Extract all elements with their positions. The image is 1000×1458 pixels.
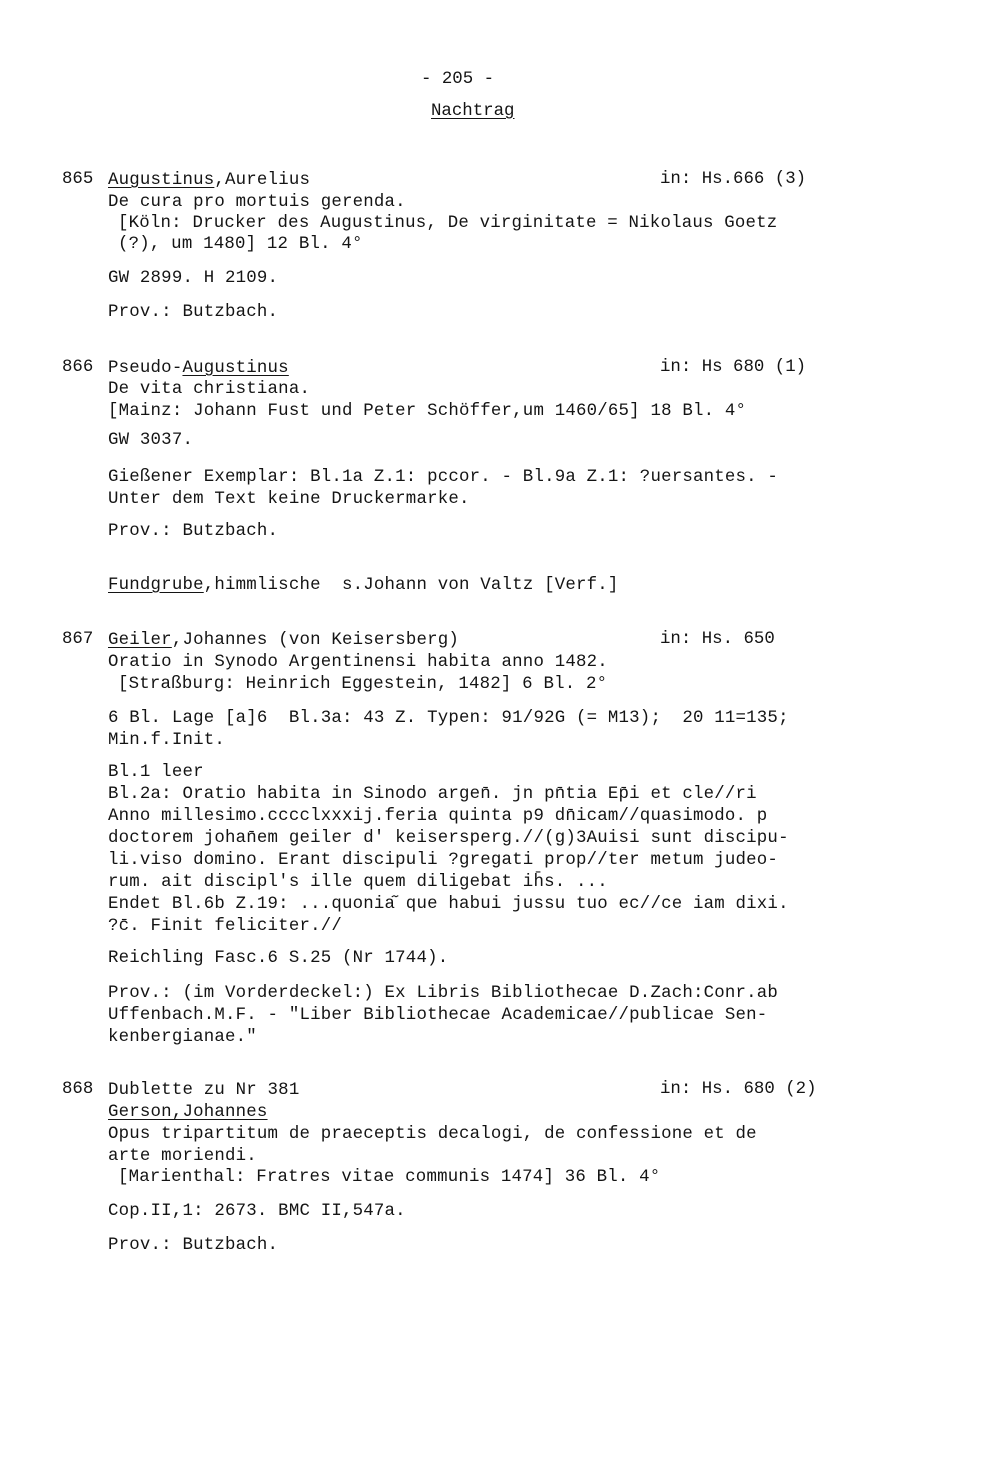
- entry-author: [108, 630, 459, 652]
- note-line: Unter dem Text keine Druckermarke.: [108, 490, 470, 509]
- reference-line: Cop.II,1: 2673. BMC II,547a.: [108, 1202, 406, 1221]
- shelfmark: in: Hs 680 (1): [660, 358, 807, 377]
- title-line: De cura pro mortuis gerenda.: [108, 193, 406, 212]
- imprint-line: [Mainz: Johann Fust und Peter Schöffer,um 1460/65] 18 Bl. 4°: [108, 402, 747, 421]
- title-line: De vita christiana.: [108, 380, 311, 399]
- provenance-line: kenbergianae.": [108, 1028, 257, 1047]
- shelfmark: in: Hs.666 (3): [660, 170, 807, 189]
- reference-term: Fundgrube: [108, 576, 204, 595]
- imprint-line: [Straßburg: Heinrich Eggestein, 1482] 6 Bl. 2°: [118, 675, 608, 694]
- entry-number: 865: [62, 170, 94, 189]
- entry-number: 867: [62, 630, 94, 649]
- entry-author: Gerson,Johannes: [108, 1103, 268, 1122]
- transcription-line: ?c̄. Finit feliciter.//: [108, 917, 342, 936]
- reference-target: ,himmlische s.Johann von Valtz [Verf.]: [203, 576, 619, 595]
- note-line: Bl.1 leer: [108, 763, 204, 782]
- collation-line: Min.f.Init.: [108, 731, 225, 750]
- author-forename: ,Johannes (von Keisersberg): [171, 631, 460, 650]
- duplicate-note: Dublette zu Nr 381: [108, 1081, 300, 1100]
- title-line: Opus tripartitum de praeceptis decalogi, de confessione et de: [108, 1125, 757, 1144]
- author-forename: ,Aurelius: [214, 171, 311, 190]
- reference-line: Reichling Fasc.6 S.25 (Nr 1744).: [108, 949, 449, 968]
- reference-line: GW 2899. H 2109.: [108, 269, 279, 288]
- cross-reference: [108, 575, 619, 597]
- provenance-line: Prov.: Butzbach.: [108, 303, 279, 322]
- section-title: Nachtrag: [431, 102, 515, 121]
- imprint-line: (?), um 1480] 12 Bl. 4°: [118, 235, 363, 254]
- author-prefix: Pseudo-: [108, 359, 183, 378]
- transcription-line: li.viso domino. Erant discipuli ?gregati prop//ter metum judeo-: [108, 851, 779, 870]
- author-surname: Geiler: [108, 631, 172, 650]
- reference-line: GW 3037.: [108, 431, 194, 450]
- page-number: - 205 -: [421, 70, 495, 89]
- transcription-line: rum. ait discipl's ille quem diligebat ih̄s. ...: [108, 873, 608, 892]
- note-line: Gießener Exemplar: Bl.1a Z.1: pccor. - Bl.9a Z.1: ?uersantes. -: [108, 468, 779, 487]
- provenance-line: Prov.: (im Vorderdeckel:) Ex Libris Bibliothecae D.Zach:Conr.ab: [108, 984, 779, 1003]
- provenance-line: Prov.: Butzbach.: [108, 1236, 279, 1255]
- imprint-line: [Köln: Drucker des Augustinus, De virginitate = Nikolaus Goetz: [118, 214, 778, 233]
- transcription-line: doctorem johan̄em geiler d' keisersperg.//(g)3Auisi sunt discipu-: [108, 829, 789, 848]
- transcription-line: Bl.2a: Oratio habita in Sinodo argen̄. jn pn̄tia Ep̄i et cle//ri: [108, 785, 757, 804]
- imprint-line: [Marienthal: Fratres vitae communis 1474] 36 Bl. 4°: [118, 1168, 661, 1187]
- entry-author: [108, 358, 289, 380]
- provenance-line: Uffenbach.M.F. - "Liber Bibliothecae Academicae//publicae Sen-: [108, 1006, 768, 1025]
- shelfmark: in: Hs. 650: [660, 630, 775, 649]
- shelfmark: in: Hs. 680 (2): [660, 1080, 817, 1099]
- transcription-line: Anno millesimo.cccclxxxij.feria quinta p9 dn̄icam//quasimodo. p: [108, 807, 768, 826]
- provenance-line: Prov.: Butzbach.: [108, 522, 279, 541]
- collation-line: 6 Bl. Lage [a]6 Bl.3a: 43 Z. Typen: 91/92G (= M13); 20 11=135;: [108, 709, 789, 728]
- entry-number: 868: [62, 1080, 94, 1099]
- entry-number: 866: [62, 358, 94, 377]
- transcription-line: Endet Bl.6b Z.19: ...quonia᷉ que habui jussu tuo ec//ce iam dixi.: [108, 895, 789, 914]
- title-line: Oratio in Synodo Argentinensi habita anno 1482.: [108, 653, 608, 672]
- author-surname: Augustinus: [108, 171, 215, 190]
- entry-author: [108, 170, 310, 192]
- author-surname: Augustinus: [182, 359, 289, 378]
- title-line: arte moriendi.: [108, 1147, 257, 1166]
